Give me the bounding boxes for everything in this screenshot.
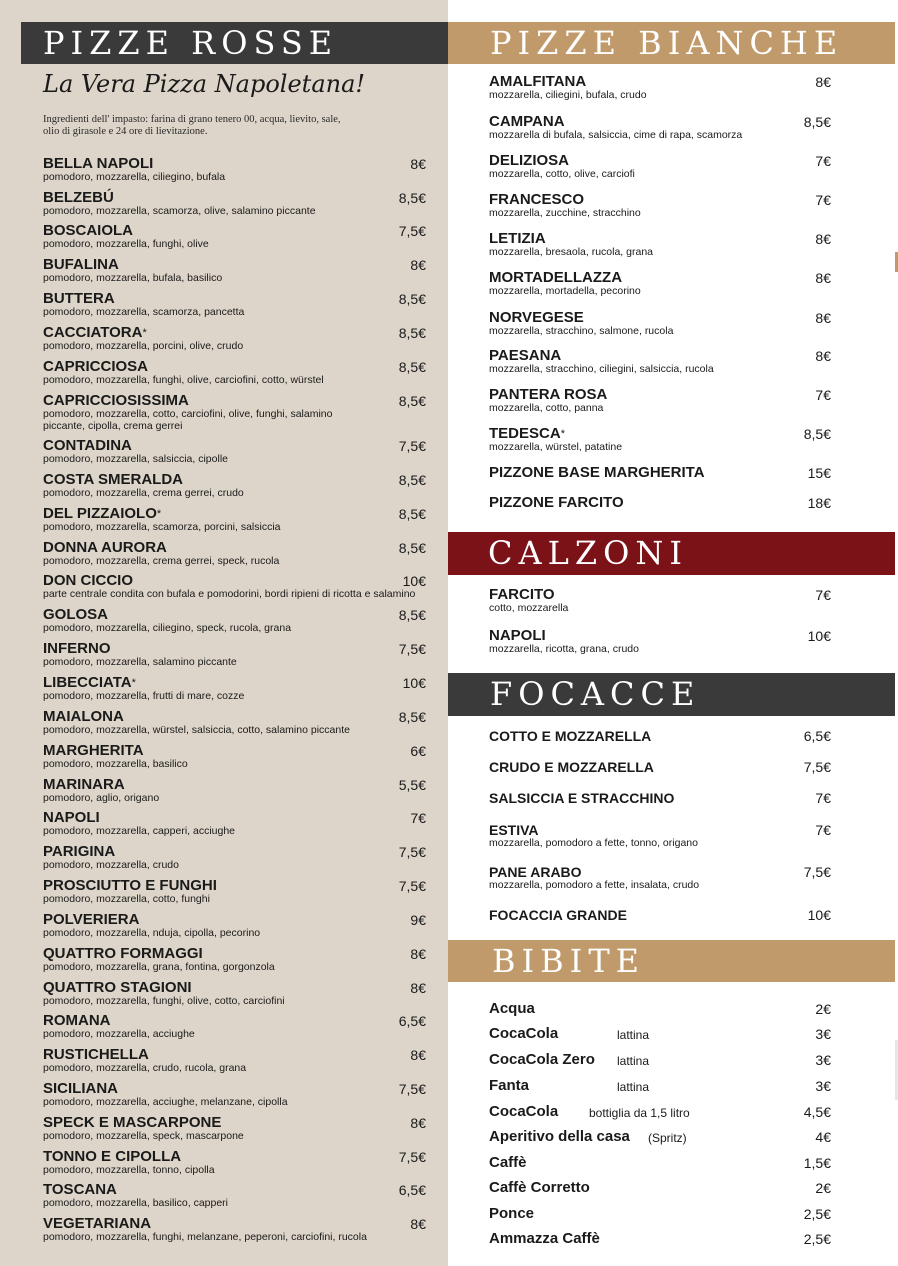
item-name: PARIGINA	[43, 843, 116, 860]
menu-item	[43, 980, 426, 1008]
menu-item	[43, 190, 426, 218]
item-price: 8€	[410, 156, 426, 172]
menu-item	[489, 348, 831, 376]
item-price: 7,5€	[398, 878, 426, 894]
menu-item	[43, 472, 426, 500]
item-price: 8,5€	[398, 709, 426, 725]
item-name: SICILIANA	[43, 1080, 118, 1097]
item-name: DELIZIOSA	[489, 152, 570, 169]
drink-name: Caffè Corretto	[489, 1179, 590, 1196]
item-description: pomodoro, mozzarella, acciughe, melanzane, cipolla	[43, 1096, 288, 1108]
menu-item	[489, 822, 831, 850]
drink-name: Fanta	[489, 1077, 530, 1094]
menu-item	[489, 790, 831, 806]
item-price: 18€	[807, 495, 831, 511]
item-description: pomodoro, mozzarella, nduja, cipolla, pecorino	[43, 927, 261, 939]
item-name: NORVEGESE	[489, 309, 584, 326]
item-description: mozzarella, stracchino, salmone, rucola	[489, 325, 674, 337]
item-name: TONNO E CIPOLLA	[43, 1148, 182, 1165]
menu-item	[489, 310, 831, 338]
item-description: pomodoro, mozzarella, bufala, basilico	[43, 272, 223, 284]
item-price: 7,5€	[398, 1149, 426, 1165]
tagline: La Vera Pizza Napoletana!	[43, 70, 366, 98]
item-price: 7,5€	[398, 438, 426, 454]
item-description: pomodoro, mozzarella, funghi, olive, carciofini, cotto, würstel	[43, 374, 324, 386]
item-description: mozzarella, ciliegini, bufala, crudo	[489, 89, 647, 101]
item-name: FOCACCIA GRANDE	[489, 907, 627, 923]
drink-price: 2,5€	[803, 1231, 831, 1247]
item-name: TEDESCA*	[489, 425, 565, 442]
item-description: pomodoro, mozzarella, ciliegino, bufala	[43, 171, 226, 183]
menu-item	[43, 844, 426, 872]
menu-item	[43, 1182, 426, 1210]
item-description: pomodoro, aglio, origano	[43, 792, 160, 804]
item-price: 8€	[815, 310, 831, 326]
item-price: 7€	[815, 790, 831, 806]
item-description: mozzarella, mortadella, pecorino	[489, 285, 641, 297]
item-price: 8€	[410, 257, 426, 273]
menu-item	[43, 1081, 426, 1109]
menu-item	[43, 325, 426, 353]
item-name: QUATTRO FORMAGGI	[43, 945, 203, 962]
menu-item	[489, 728, 831, 744]
item-name: CAPRICCIOSISSIMA	[43, 392, 189, 409]
item-price: 7€	[815, 192, 831, 208]
item-price: 8,5€	[398, 607, 426, 623]
drink-item	[489, 1051, 831, 1069]
menu-item	[43, 257, 426, 285]
item-price: 6,5€	[803, 728, 831, 744]
menu-item	[43, 878, 426, 906]
menu-item	[43, 506, 426, 534]
item-name: PANTERA ROSA	[489, 386, 608, 403]
item-price: 8€	[815, 74, 831, 90]
drink-price: 3€	[815, 1052, 831, 1068]
menu-item	[489, 387, 831, 415]
item-name: PIZZONE FARCITO	[489, 494, 624, 511]
item-price: 7,5€	[803, 759, 831, 775]
item-name: CONTADINA	[43, 437, 132, 454]
menu-item	[43, 946, 426, 974]
item-price: 5,5€	[398, 777, 426, 793]
item-price: 8€	[815, 270, 831, 286]
item-description: mozzarella, stracchino, ciliegini, salsiccia, rucola	[489, 363, 714, 375]
item-price: 7€	[815, 387, 831, 403]
item-name: BOSCAIOLA	[43, 222, 133, 239]
item-name: PAESANA	[489, 347, 562, 364]
drink-note: bottiglia da 1,5 litro	[589, 1106, 690, 1120]
drink-note: lattina	[617, 1080, 650, 1094]
drink-price: 4,5€	[803, 1104, 831, 1120]
item-description: pomodoro, mozzarella, ciliegino, speck, rucola, grana	[43, 622, 292, 634]
item-price: 6,5€	[398, 1013, 426, 1029]
item-price: 7,5€	[398, 844, 426, 860]
menu-item	[489, 114, 831, 142]
item-description: pomodoro, mozzarella, scamorza, olive, salamino piccante	[43, 205, 316, 217]
item-name: MARGHERITA	[43, 742, 144, 759]
item-price: 8,5€	[398, 291, 426, 307]
item-price: 8,5€	[398, 393, 426, 409]
item-name: DON CICCIO	[43, 572, 133, 589]
item-asterisk: *	[560, 428, 565, 440]
menu-item	[43, 223, 426, 251]
item-description: parte centrale condita con bufala e pomodorini, bordi ripieni di ricotta e salamino	[43, 588, 416, 600]
item-name: TOSCANA	[43, 1181, 117, 1198]
item-price: 7,5€	[398, 223, 426, 239]
item-asterisk: *	[156, 508, 162, 520]
item-price: 6€	[410, 743, 426, 759]
item-description: pomodoro, mozzarella, crema gerrei, crudo	[43, 487, 244, 499]
menu-item	[489, 426, 831, 454]
item-name: BUFALINA	[43, 256, 119, 273]
menu-item	[489, 153, 831, 181]
item-name: ROMANA	[43, 1012, 111, 1029]
item-price: 8,5€	[398, 540, 426, 556]
item-name: SPECK E MASCARPONE	[43, 1114, 222, 1131]
menu-item	[43, 438, 426, 466]
item-price: 7,5€	[398, 1081, 426, 1097]
item-price: 9€	[410, 912, 426, 928]
item-price: 8,5€	[398, 506, 426, 522]
menu-item	[43, 1047, 426, 1075]
item-name: BUTTERA	[43, 290, 115, 307]
menu-item	[43, 1115, 426, 1143]
menu-item	[489, 759, 831, 775]
item-name: AMALFITANA	[489, 73, 587, 90]
item-name: NAPOLI	[489, 627, 546, 644]
item-price: 10€	[807, 907, 831, 923]
item-name: GOLOSA	[43, 606, 109, 623]
dough-ingredients-note: Ingredienti dell' impasto: farina di grano tenero 00, acqua, lievito, sale, olio di girasole e 24 ore di lievitazione.	[43, 114, 341, 137]
item-description: cotto, mozzarella	[489, 602, 569, 614]
drink-name: Ammazza Caffè	[489, 1230, 600, 1247]
item-name: BELLA NAPOLI	[43, 155, 154, 172]
menu-item	[43, 393, 426, 432]
item-description: pomodoro, mozzarella, grana, fontina, gorgonzola	[43, 961, 275, 973]
calzoni-header: CALZONI	[448, 532, 895, 575]
item-name: MARINARA	[43, 776, 125, 793]
item-price: 8€	[815, 231, 831, 247]
drink-item	[489, 1230, 831, 1248]
item-description: pomodoro, mozzarella, frutti di mare, cozze	[43, 690, 245, 702]
menu-item	[43, 709, 426, 737]
item-description: pomodoro, mozzarella, porcini, olive, crudo	[43, 340, 244, 352]
item-description: pomodoro, mozzarella, crema gerrei, speck, rucola	[43, 555, 280, 567]
item-price: 8€	[410, 946, 426, 962]
item-description: pomodoro, mozzarella, würstel, salsiccia, cotto, salamino piccante	[43, 724, 350, 736]
drink-item	[489, 1205, 831, 1223]
item-description: mozzarella di bufala, salsiccia, cime di rapa, scamorza	[489, 129, 743, 141]
item-name: MORTADELLAZZA	[489, 269, 623, 286]
drink-price: 3€	[815, 1026, 831, 1042]
menu-item	[489, 864, 831, 892]
item-name: NAPOLI	[43, 809, 100, 826]
item-name: FRANCESCO	[489, 191, 585, 208]
item-name: DONNA AURORA	[43, 539, 167, 556]
item-description: pomodoro, mozzarella, basilico, capperi	[43, 1197, 229, 1209]
drink-price: 2,5€	[803, 1206, 831, 1222]
drink-name: Acqua	[489, 1000, 535, 1017]
item-price: 8€	[410, 980, 426, 996]
item-description: mozzarella, pomodoro a fette, insalata, crudo	[489, 879, 700, 891]
item-name: DEL PIZZAIOLO*	[43, 505, 162, 522]
menu-item	[43, 743, 426, 771]
item-description: pomodoro, mozzarella, funghi, olive	[43, 238, 209, 250]
drink-item	[489, 1025, 831, 1043]
menu-item	[489, 231, 831, 259]
item-price: 8€	[815, 348, 831, 364]
menu-item	[489, 192, 831, 220]
drink-item	[489, 1128, 831, 1146]
item-description: mozzarella, ricotta, grana, crudo	[489, 643, 639, 655]
item-description: pomodoro, mozzarella, scamorza, porcini, salsiccia	[43, 521, 281, 533]
item-price: 6,5€	[398, 1182, 426, 1198]
item-name: VEGETARIANA	[43, 1215, 152, 1232]
item-price: 8,5€	[803, 114, 831, 130]
item-name: POLVERIERA	[43, 911, 140, 928]
item-price: 8,5€	[398, 325, 426, 341]
item-price: 8,5€	[398, 472, 426, 488]
drink-note: lattina	[617, 1028, 650, 1042]
item-price: 7,5€	[803, 864, 831, 880]
item-price: 7€	[410, 810, 426, 826]
item-price: 7€	[815, 587, 831, 603]
item-description: pomodoro, mozzarella, salamino piccante	[43, 656, 237, 668]
drink-price: 2€	[815, 1180, 831, 1196]
item-price: 8,5€	[398, 359, 426, 375]
item-name: CACCIATORA*	[43, 324, 147, 341]
item-asterisk: *	[142, 327, 147, 339]
menu-item	[489, 907, 831, 923]
item-name: RUSTICHELLA	[43, 1046, 149, 1063]
drink-price: 3€	[815, 1078, 831, 1094]
item-name: PANE ARABO	[489, 864, 582, 880]
menu-item	[489, 270, 831, 298]
drink-item	[489, 1000, 831, 1018]
menu-item	[43, 156, 426, 184]
menu-item	[43, 810, 426, 838]
item-description: pomodoro, mozzarella, tonno, cipolla	[43, 1164, 215, 1176]
item-name: LIBECCIATA*	[43, 674, 136, 691]
item-description: mozzarella, pomodoro a fette, tonno, origano	[489, 837, 698, 849]
item-description: pomodoro, mozzarella, cotto, funghi	[43, 893, 210, 905]
item-name: LETIZIA	[489, 230, 546, 247]
item-name: ESTIVA	[489, 822, 539, 838]
drink-note: lattina	[617, 1054, 650, 1068]
item-description: pomodoro, mozzarella, cotto, carciofini, olive, funghi, salamino piccante, cipolla, crema gerrei	[43, 408, 333, 432]
item-price: 10€	[402, 675, 426, 691]
item-price: 7€	[815, 153, 831, 169]
item-description: pomodoro, mozzarella, acciughe	[43, 1028, 195, 1040]
drink-price: 1,5€	[803, 1155, 831, 1171]
menu-item	[489, 74, 831, 102]
item-description: mozzarella, cotto, panna	[489, 402, 604, 414]
item-name: FARCITO	[489, 586, 555, 603]
item-name: BELZEBÚ	[43, 189, 114, 206]
menu-item	[43, 540, 426, 568]
item-price: 7,5€	[398, 641, 426, 657]
drink-note: (Spritz)	[648, 1131, 687, 1145]
item-description: mozzarella, zucchine, stracchino	[489, 207, 641, 219]
menu-item	[43, 1013, 426, 1041]
menu-item	[43, 777, 426, 805]
drink-item	[489, 1154, 831, 1172]
drink-item	[489, 1077, 831, 1095]
item-description: pomodoro, mozzarella, scamorza, pancetta	[43, 306, 245, 318]
item-name: INFERNO	[43, 640, 111, 657]
item-price: 8€	[410, 1216, 426, 1232]
menu-item	[43, 291, 426, 319]
item-name: CAPRICCIOSA	[43, 358, 149, 375]
item-description: mozzarella, bresaola, rucola, grana	[489, 246, 654, 258]
menu-item	[43, 1216, 426, 1244]
item-name: QUATTRO STAGIONI	[43, 979, 192, 996]
drink-price: 2€	[815, 1001, 831, 1017]
item-price: 7€	[815, 822, 831, 838]
item-description: mozzarella, würstel, patatine	[489, 441, 623, 453]
item-description: pomodoro, mozzarella, crudo	[43, 859, 179, 871]
bibite-header: BIBITE	[448, 940, 895, 982]
item-description: pomodoro, mozzarella, crudo, rucola, grana	[43, 1062, 247, 1074]
item-description: pomodoro, mozzarella, salsiccia, cipolle	[43, 453, 228, 465]
drink-name: CocaCola Zero	[489, 1051, 595, 1068]
menu-item	[43, 1149, 426, 1177]
item-description: mozzarella, cotto, olive, carciofi	[489, 168, 635, 180]
item-asterisk: *	[131, 677, 136, 689]
pizze-rosse-header: PIZZE ROSSE	[21, 22, 448, 64]
item-description: pomodoro, mozzarella, basilico	[43, 758, 188, 770]
menu-item	[43, 675, 426, 703]
drink-item	[489, 1179, 831, 1197]
drink-name: CocaCola	[489, 1103, 559, 1120]
drink-name: CocaCola	[489, 1025, 559, 1042]
drink-name: Ponce	[489, 1205, 535, 1222]
item-description: pomodoro, mozzarella, funghi, melanzane, peperoni, carciofini, rucola	[43, 1231, 367, 1243]
item-name: COSTA SMERALDA	[43, 471, 183, 488]
drink-name: Aperitivo della casa	[489, 1128, 630, 1145]
item-price: 8,5€	[803, 426, 831, 442]
drink-price: 4€	[815, 1129, 831, 1145]
drink-name: Caffè	[489, 1154, 527, 1171]
menu-item	[43, 573, 426, 601]
item-price: 10€	[402, 573, 426, 589]
item-name: MAIALONA	[43, 708, 124, 725]
menu-item	[43, 912, 426, 940]
item-name: PROSCIUTTO E FUNGHI	[43, 877, 217, 894]
item-price: 8€	[410, 1115, 426, 1131]
menu-item	[43, 607, 426, 635]
item-description: pomodoro, mozzarella, capperi, acciughe	[43, 825, 236, 837]
item-price: 15€	[807, 465, 831, 481]
menu-item	[489, 495, 831, 511]
drink-item	[489, 1103, 831, 1121]
menu-item	[489, 587, 831, 615]
item-name: PIZZONE BASE MARGHERITA	[489, 464, 705, 481]
item-description: pomodoro, mozzarella, speck, mascarpone	[43, 1130, 244, 1142]
pizze-bianche-header: PIZZE BIANCHE	[448, 22, 895, 64]
item-price: 10€	[807, 628, 831, 644]
item-price: 8,5€	[398, 190, 426, 206]
item-name: SALSICCIA E STRACCHINO	[489, 790, 675, 806]
item-name: COTTO E MOZZARELLA	[489, 728, 652, 744]
menu-item	[43, 359, 426, 387]
focacce-header: FOCACCE	[448, 673, 895, 716]
item-price: 8€	[410, 1047, 426, 1063]
item-name: CRUDO E MOZZARELLA	[489, 759, 654, 775]
menu-item	[43, 641, 426, 669]
item-description: pomodoro, mozzarella, funghi, olive, cotto, carciofini	[43, 995, 285, 1007]
menu-item	[489, 628, 831, 656]
item-name: CAMPANA	[489, 113, 565, 130]
menu-item	[489, 465, 831, 481]
